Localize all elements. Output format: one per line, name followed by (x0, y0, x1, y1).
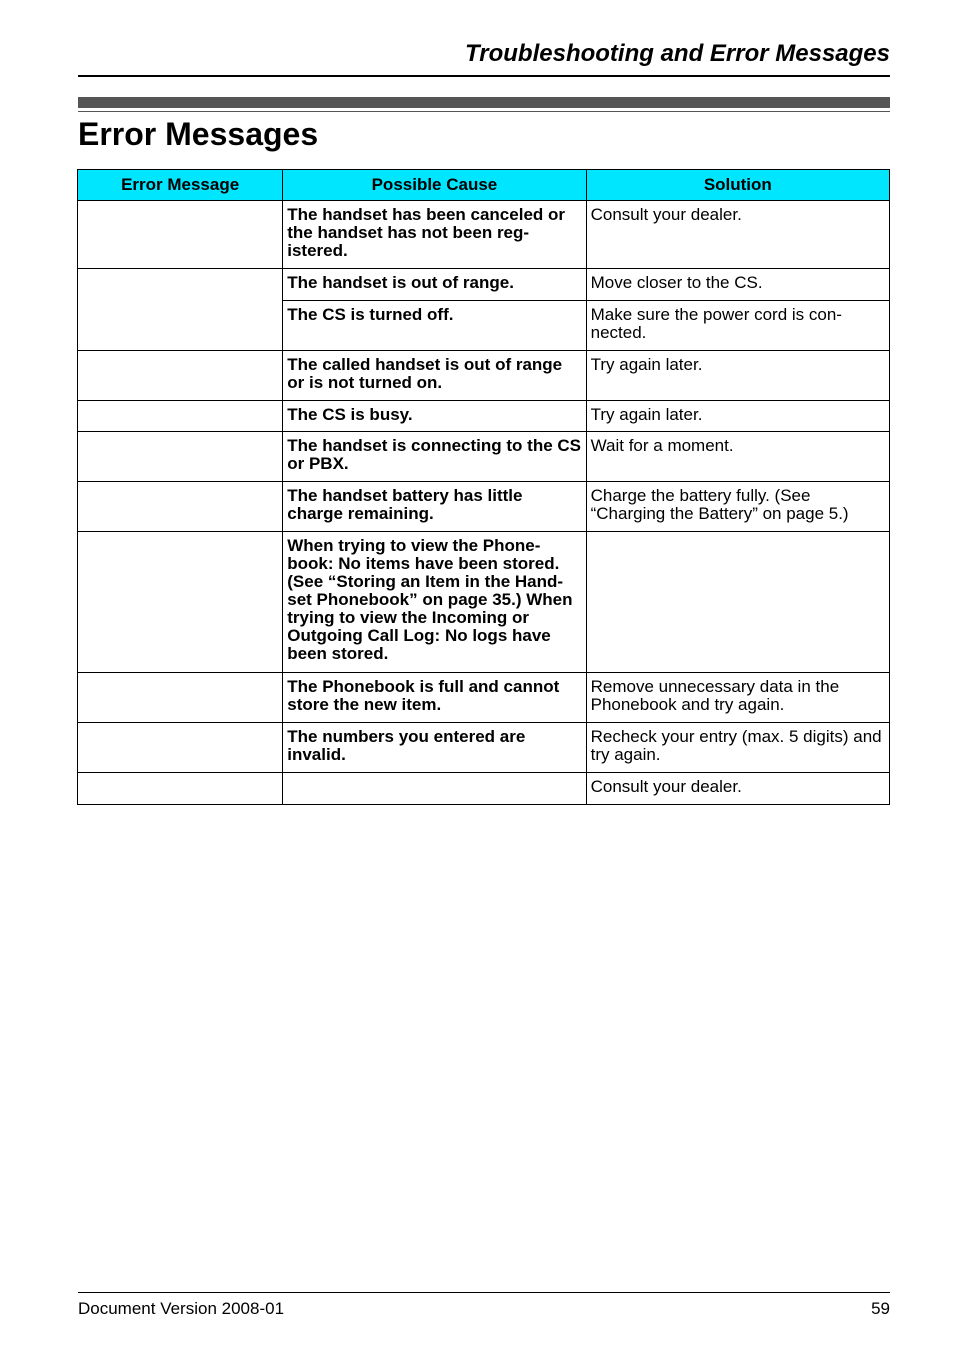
solution-cell: Wait for a moment. (586, 432, 889, 482)
error-messages-table (77, 169, 890, 805)
solution-cell: Recheck your entry (max. 5 digits) and try again. (586, 723, 889, 773)
footer-divider (78, 1292, 890, 1293)
error-message-cell (78, 482, 283, 532)
error-message-cell (78, 432, 283, 482)
possible-cause-cell: When trying to view the Phone-book: No items have been stored. (See “Storing an Item in the Hand-set Phonebook” on page 35.) When trying to view the Incoming or Outgoing Call Log: No logs have been stored. (283, 532, 586, 673)
solution-cell: Move closer to the CS. (586, 269, 889, 301)
possible-cause-cell: The handset has been canceled or the handset has not been reg-istered. (283, 201, 586, 269)
section-bar (78, 97, 890, 108)
error-message-cell (78, 269, 283, 351)
possible-cause-cell: The Phonebook is full and cannot store the new item. (283, 673, 586, 723)
solution-cell: Consult your dealer. (586, 773, 889, 805)
error-message-cell (78, 673, 283, 723)
solution-cell: Try again later. (586, 351, 889, 401)
table-row (78, 269, 890, 301)
table-row (78, 401, 890, 432)
document-version: Document Version 2008-01 (78, 1299, 285, 1318)
possible-cause-cell: The called handset is out of range or is not turned on. (283, 351, 586, 401)
table-row (78, 201, 890, 269)
possible-cause-cell: The handset is connecting to the CS or PBX. (283, 432, 586, 482)
column-header-solution: Solution (586, 170, 889, 201)
section-bar-thin-line (78, 111, 890, 112)
solution-cell: Remove unnecessary data in the Phonebook and try again. (586, 673, 889, 723)
possible-cause-cell: The CS is busy. (283, 401, 586, 432)
table-row (78, 773, 890, 805)
solution-cell (586, 532, 889, 673)
possible-cause-cell: The handset battery has little charge remaining. (283, 482, 586, 532)
error-message-cell (78, 201, 283, 269)
solution-cell: Consult your dealer. (586, 201, 889, 269)
page-title: Error Messages (78, 116, 319, 152)
column-header-error-message: Error Message (78, 170, 283, 201)
solution-cell: Try again later. (586, 401, 889, 432)
possible-cause-cell: The CS is turned off. (283, 301, 586, 351)
possible-cause-cell: The handset is out of range. (283, 269, 586, 301)
header-divider (78, 75, 890, 77)
table-header-row (78, 170, 890, 201)
table-row (78, 532, 890, 673)
possible-cause-cell: The numbers you entered are invalid. (283, 723, 586, 773)
column-header-possible-cause: Possible Cause (283, 170, 586, 201)
page-number: 59 (871, 1299, 890, 1318)
error-message-cell (78, 773, 283, 805)
solution-cell: Charge the battery fully. (See “Charging the Battery” on page 5.) (586, 482, 889, 532)
table-row (78, 432, 890, 482)
possible-cause-cell (283, 773, 586, 805)
solution-cell: Make sure the power cord is con-nected. (586, 301, 889, 351)
table-row (78, 482, 890, 532)
error-message-cell (78, 532, 283, 673)
error-message-cell (78, 723, 283, 773)
table-row (78, 351, 890, 401)
running-header: Troubleshooting and Error Messages (465, 40, 890, 67)
error-message-cell (78, 401, 283, 432)
table-row (78, 673, 890, 723)
error-message-cell (78, 351, 283, 401)
table-row (78, 723, 890, 773)
